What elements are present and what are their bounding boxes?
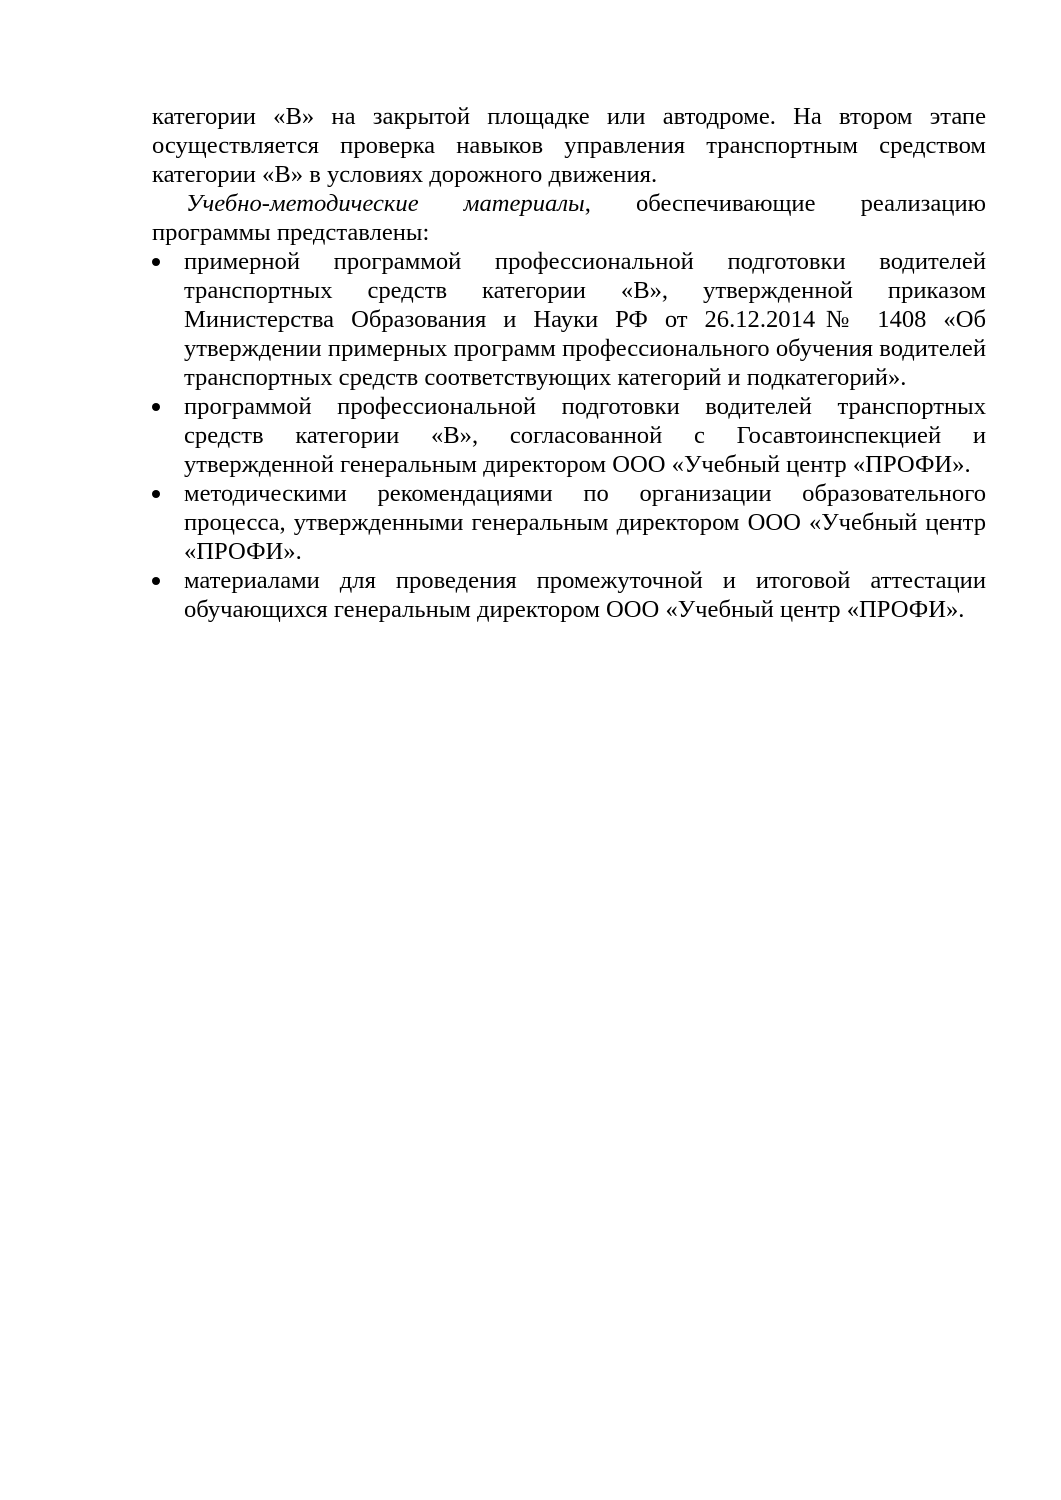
bullet-icon (152, 403, 160, 411)
materials-italic-lead: Учебно-методические материалы (186, 190, 585, 217)
list-item (152, 247, 986, 392)
list-item-text: примерной программой профессиональной подготовки водителей транспортных средств категории «В», утвержденной приказом Министерства Образования и Науки РФ от 26.12.2014№ 1408 «Об утверждении примерных программ профессионального обучения водителей транспортных средств соответствующих категорий и подкатегорий». (184, 248, 986, 391)
materials-intro-rest: , обеспечивающие реализацию программы представлены: (152, 190, 986, 246)
list-item (152, 479, 986, 566)
paragraph-materials-intro (152, 189, 986, 247)
bullet-icon (152, 490, 160, 498)
bullet-icon (152, 258, 160, 266)
list-item (152, 392, 986, 479)
list-item-text: методическими рекомендациями по организации образовательного процесса, утвержденными генеральным директором ООО «Учебный центр «ПРОФИ». (184, 480, 986, 565)
bullet-icon (152, 577, 160, 585)
document-body (152, 102, 986, 624)
paragraph-exam-stages: категории «В» на закрытой площадке или автодроме. На втором этапе осуществляется проверка навыков управления транспортным средством категории «В» в условиях дорожного движения. (152, 103, 986, 188)
list-item (152, 566, 986, 624)
list-item-text: материалами для проведения промежуточной и итоговой аттестации обучающихся генеральным директором ООО «Учебный центр «ПРОФИ». (184, 567, 986, 623)
list-item-text: программой профессиональной подготовки водителей транспортных средств категории «В», согласованной с Госавтоинспекцией и утвержденной генеральным директором ООО «Учебный центр «ПРОФИ». (184, 393, 986, 478)
materials-list (152, 247, 986, 624)
